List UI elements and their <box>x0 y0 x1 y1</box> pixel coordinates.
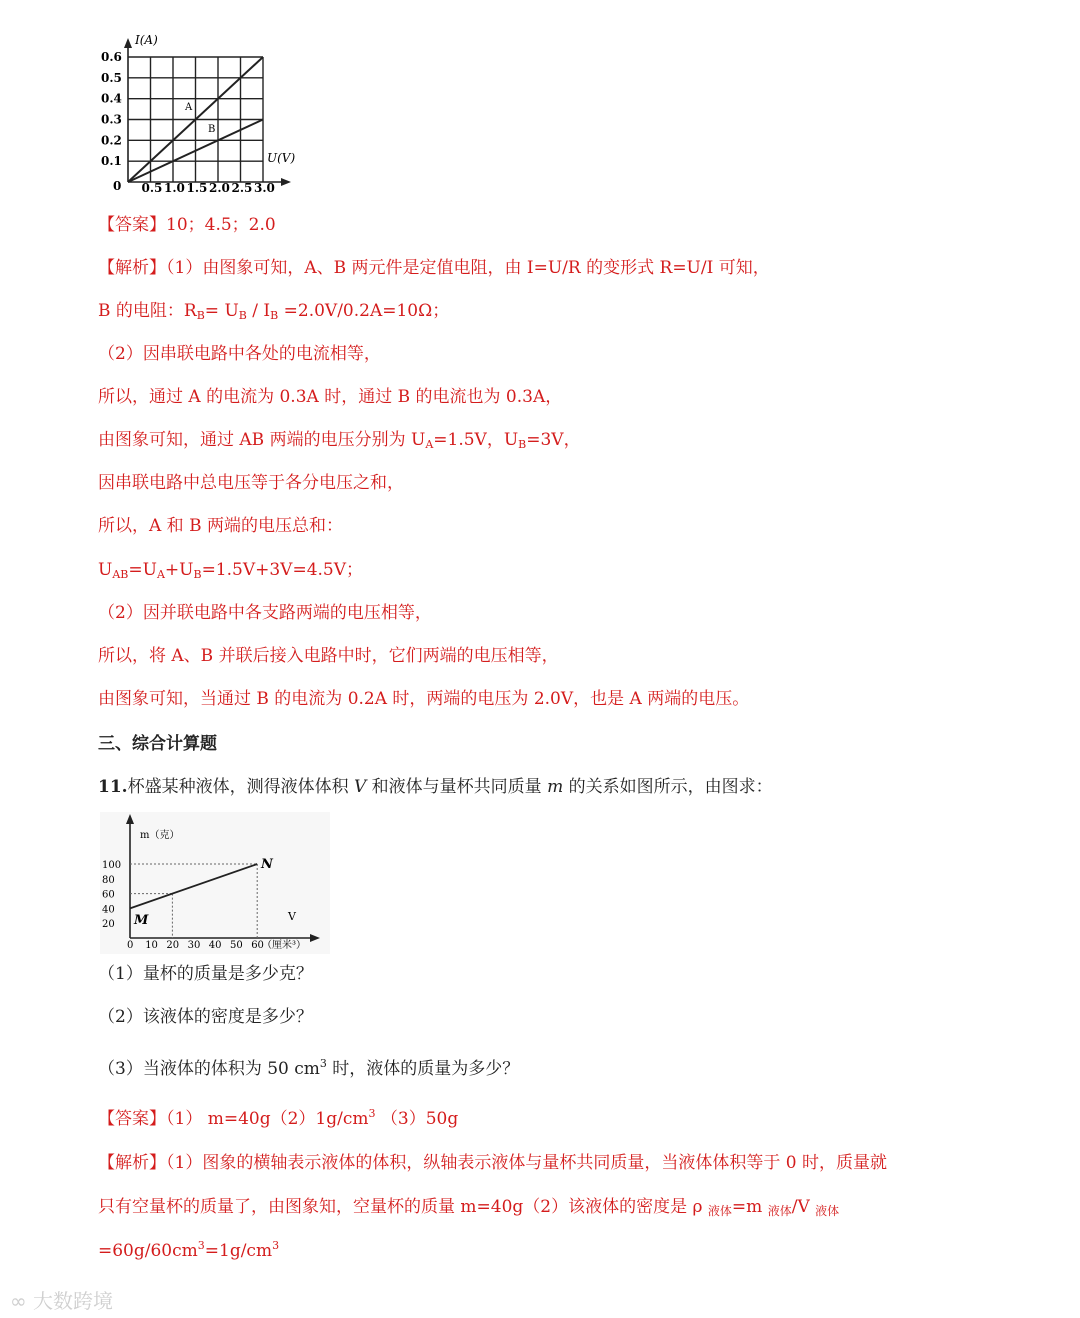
analysis-line-2: B 的电阻：$R_B= U_B / I_B =2.0V/0.2A=10\Omega$； <box>98 301 450 322</box>
x-tick-label: 1.5 <box>186 181 208 195</box>
analysis-line-5: 由图象可知，通过 AB 两端的电压分别为 $U_A=1.5V$，$U_B=3V$， <box>98 430 581 451</box>
sub-question-2: （2）该液体的密度是多少？ <box>98 1007 313 1027</box>
watermark-text: 大数跨境 <box>33 1289 114 1313</box>
x-tick-label: 20 <box>166 940 180 951</box>
x-tick-label: 40 <box>208 940 222 951</box>
analysis-line-6: 因串联电路中总电压等于各分电压之和， <box>98 473 404 493</box>
origin-label: 0 <box>113 179 122 193</box>
watermark-logo-icon: ∞ <box>10 1289 27 1313</box>
line-b-label: B <box>208 124 216 135</box>
line-a-label: A <box>185 102 193 113</box>
section-heading: 三、综合计算题 <box>98 734 217 754</box>
x-tick-label: 2.5 <box>231 181 253 195</box>
x-tick-label: 60 <box>251 940 264 951</box>
analysis-line-10: 所以，将 A、B 并联后接入电路中时，它们两端的电压相等， <box>98 646 559 666</box>
y-tick-label: 0.5 <box>101 70 122 85</box>
question-11-stem: 11.杯盛某种液体，测得液体体积 V 和液体与量杯共同质量 m 的关系如图所示，由图求： <box>98 777 773 797</box>
analysis-line-8: $U_{AB}=U_A+U_B=1.5V+3V=4.5V$； <box>98 560 364 581</box>
x-tick-label: 3.0 <box>254 181 275 195</box>
watermark <box>10 1285 113 1314</box>
x-tick-label: 0 <box>127 940 134 951</box>
y-tick-label: 20 <box>102 919 115 931</box>
y-tick-label: 100 <box>102 860 122 871</box>
x-tick-label: 1.0 <box>164 181 185 195</box>
x-axis-label: V <box>288 910 296 923</box>
y-tick-label: 0.3 <box>101 112 122 127</box>
answer-text: 10；4.5；2.0 <box>166 215 276 235</box>
x-tick-label: 10 <box>145 940 158 951</box>
y-tick-label: 0.2 <box>101 133 122 148</box>
x-axis-label: U(V) <box>267 151 296 165</box>
answer-line-2: 【答案】（1） $m=40g(2)1g/cm^3$ （3）50g <box>98 1107 459 1129</box>
y-tick-label: 40 <box>102 904 115 916</box>
analysis-line-9: （2）因并联电路中各支路两端的电压相等， <box>98 603 432 623</box>
analysis-line-1: 【解析】（1）由图象可知，A、B 两元件是定值电阻，由 I=U/R 的变形式 R=U/I 可知， <box>98 258 770 278</box>
y-axis-label: I(A) <box>135 33 158 47</box>
analysis-line-7: 所以，A 和 B 两端的电压总和： <box>98 516 343 536</box>
point-m-label: M <box>134 913 149 928</box>
y-axis-arrow-icon <box>124 38 132 48</box>
chart-mv <box>100 812 330 954</box>
question-number: 11. <box>98 777 128 797</box>
y-tick-label: 0.4 <box>101 91 122 106</box>
x-tick-label: 30 <box>187 940 201 951</box>
y-tick-label: 0.6 <box>101 50 122 64</box>
analysis2-line-1: 【解析】（1）图象的横轴表示液体的体积，纵轴表示液体与量杯共同质量，当液体体积等于 0 时，质量就 <box>98 1153 887 1173</box>
point-n-label: N <box>261 857 273 872</box>
y-tick-label: 80 <box>102 874 115 886</box>
sub-question-1: （1）量杯的质量是多少克？ <box>98 964 313 984</box>
y-tick-label: 0.1 <box>101 154 122 169</box>
analysis-line-3: （2）因串联电路中各处的电流相等， <box>98 344 381 364</box>
x-tick-label: 0.5 <box>141 181 163 195</box>
analysis2-line-3: $=60g/60cm^3=1g/cm^3$ <box>98 1239 280 1261</box>
answer-tag: 【答案】 <box>98 215 166 235</box>
sub-question-3: （3）当液体的体积为 50 $cm^3$ 时，液体的质量为多少？ <box>98 1057 520 1079</box>
x-tick-label: 2.0 <box>209 181 230 195</box>
analysis-line-4: 所以，通过 A 的电流为 0.3A 时，通过 B 的电流也为 0.3A， <box>98 387 563 407</box>
analysis-line-11: 由图象可知，当通过 B 的电流为 0.2A 时，两端的电压为 2.0V，也是 A 两端的电压。 <box>98 689 750 709</box>
answer-line-1 <box>98 214 276 236</box>
analysis2-line-2: 只有空量杯的质量了，由图象知，空量杯的质量 m=40g（2）该液体的密度是 ρ $_{液体}$=m $_{液体}$/V $_{液体}$ <box>98 1197 840 1218</box>
analysis-tag: 【解析】 <box>98 258 166 278</box>
chart-iv <box>95 30 325 200</box>
x-tick-label: 50 <box>230 940 243 951</box>
x-axis-arrow-icon <box>281 178 291 186</box>
y-axis-label: m（克） <box>140 830 180 841</box>
y-tick-label: 60 <box>102 889 115 901</box>
x-axis-unit: （厘米³） <box>262 940 307 951</box>
